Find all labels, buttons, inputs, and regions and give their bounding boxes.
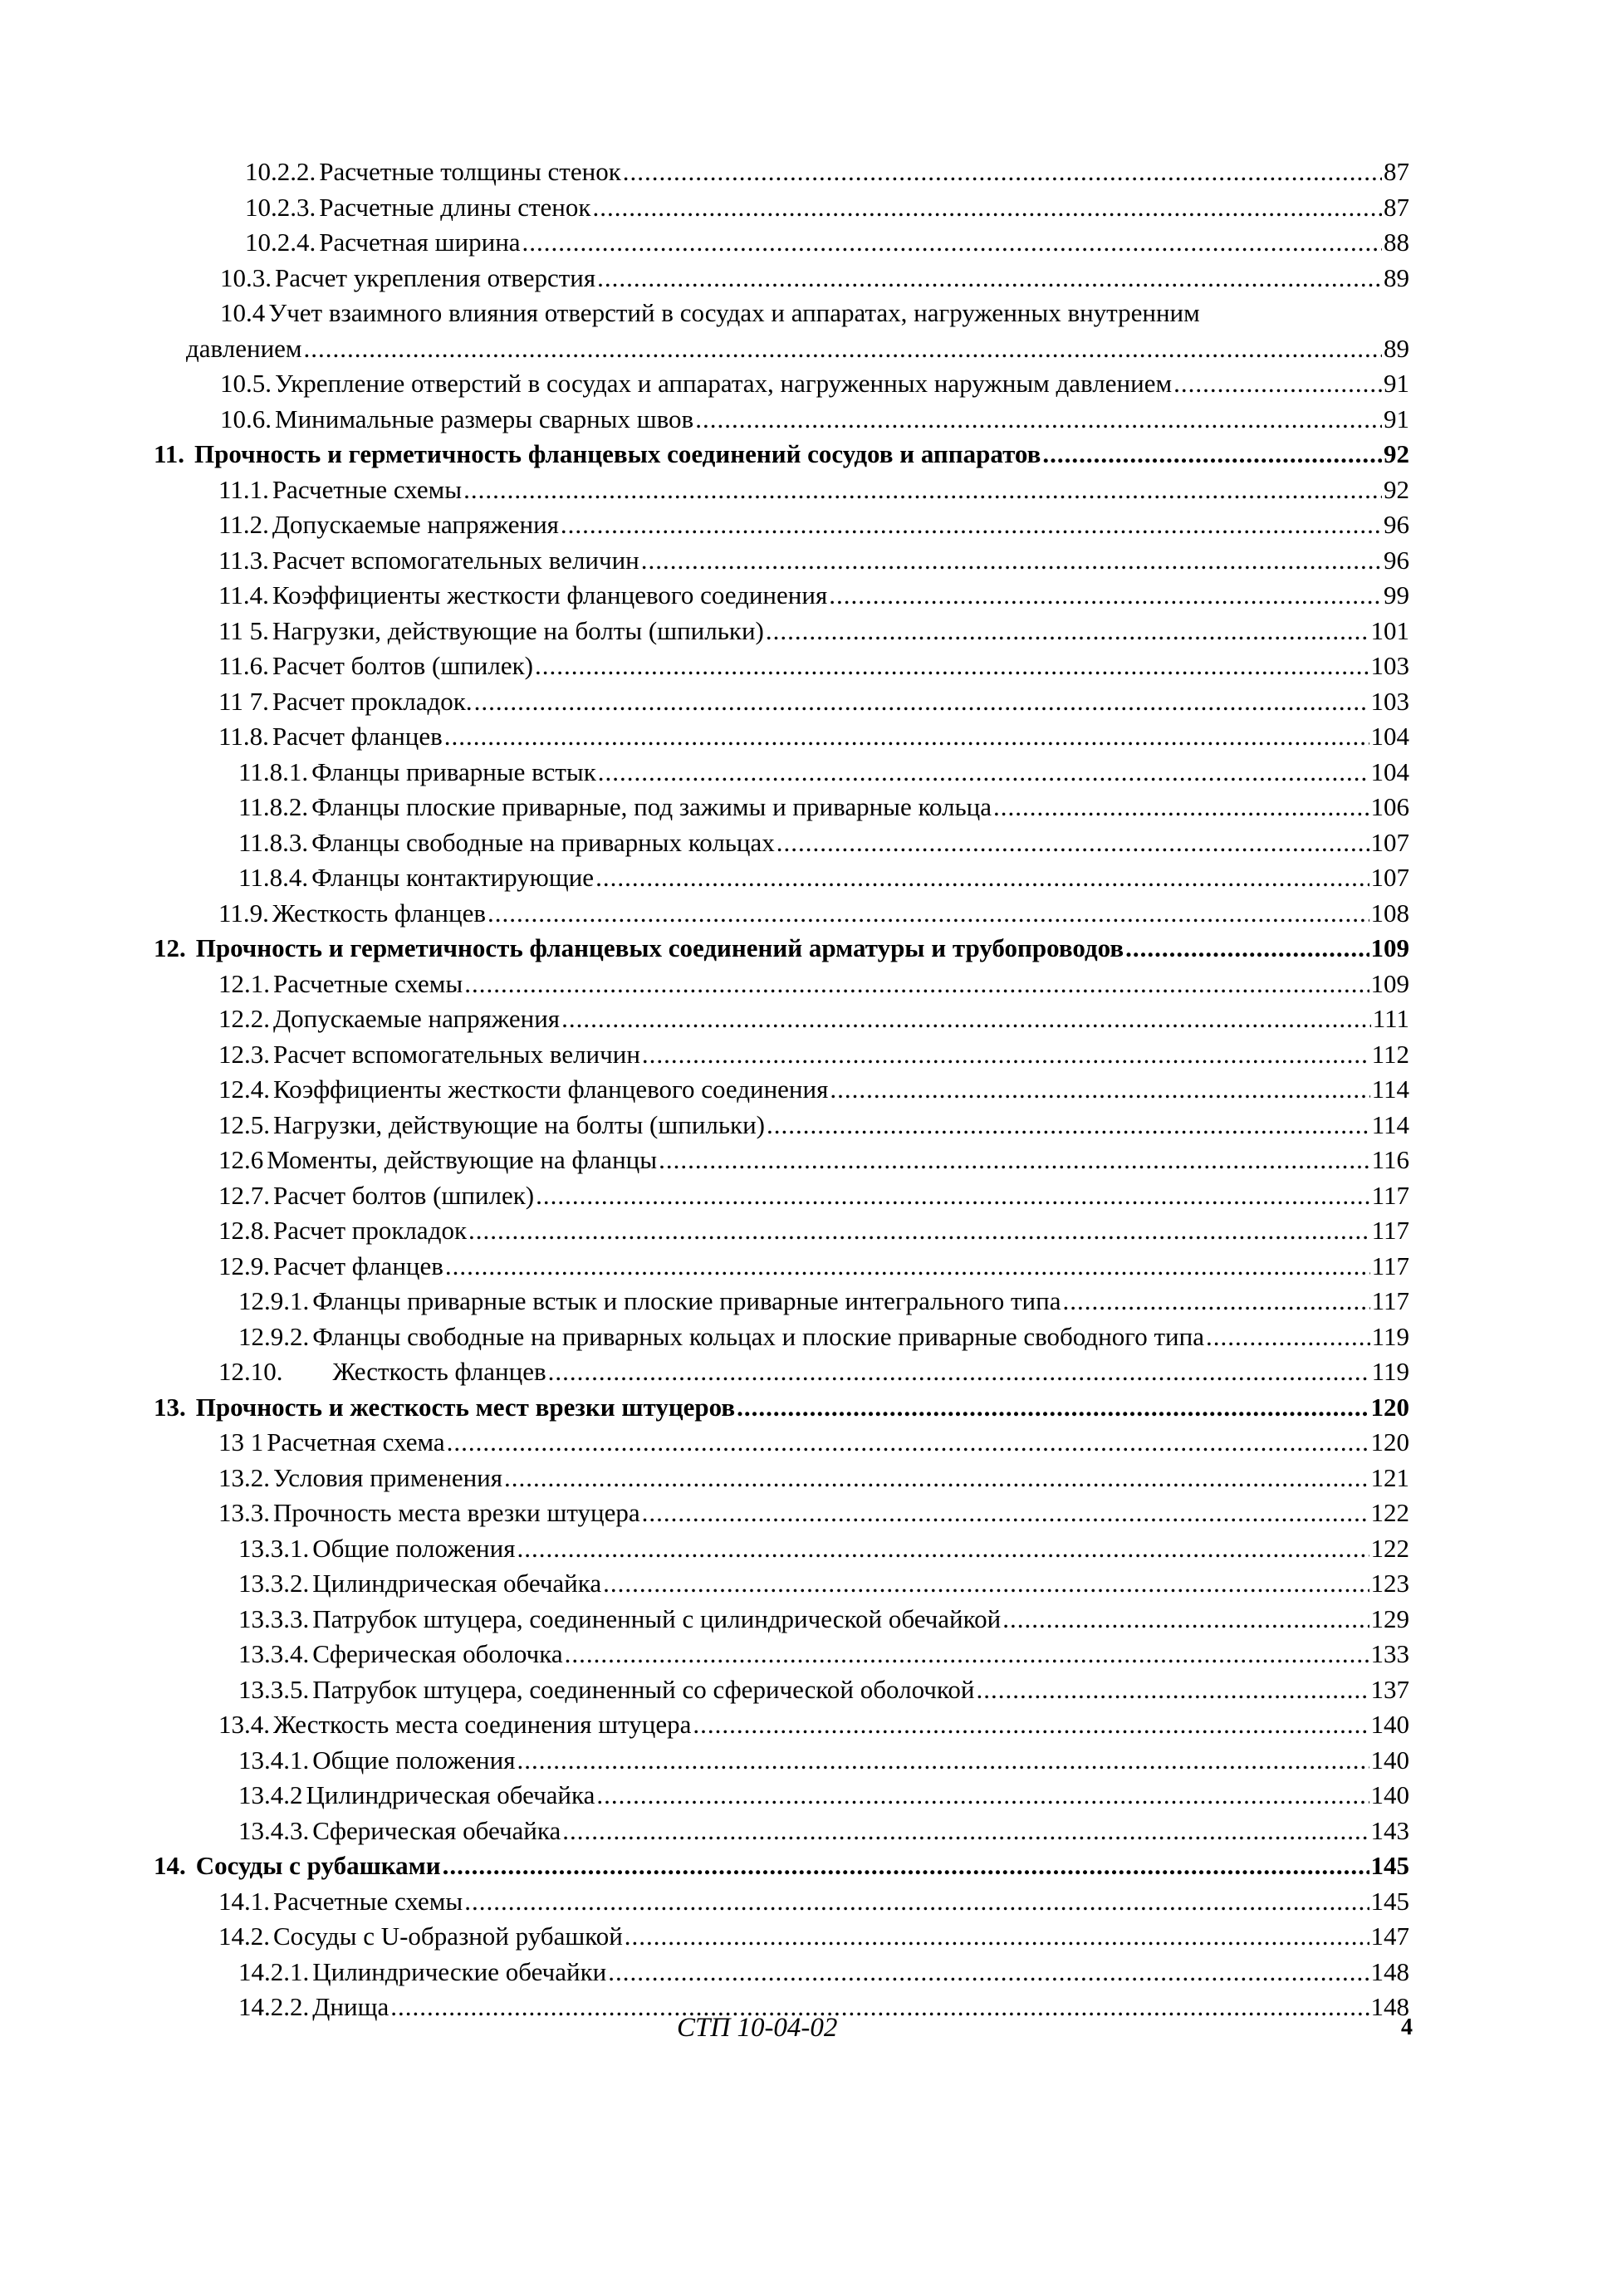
toc-title: Жесткость фланцев	[332, 1357, 546, 1386]
toc-title: Минимальные размеры сварных швов	[275, 404, 694, 433]
toc-entry	[154, 1319, 1409, 1355]
toc-page-number: 87	[1384, 157, 1409, 186]
toc-title: Расчетные схемы	[273, 1886, 463, 1916]
dot-leader	[535, 649, 1369, 684]
toc-page-number: 96	[1384, 545, 1409, 575]
dot-leader	[463, 472, 1382, 508]
toc-page-number: 122	[1370, 1533, 1409, 1563]
toc-page-number: 122	[1370, 1498, 1409, 1527]
toc-page-number: 137	[1370, 1674, 1409, 1704]
toc-title: Днища	[312, 1992, 389, 2021]
toc-number: 11.2.	[218, 510, 269, 539]
toc-page-number: 119	[1371, 1357, 1409, 1386]
dot-leader	[1173, 366, 1382, 402]
toc-page-number: 103	[1370, 651, 1409, 680]
toc-page-number: 109	[1370, 968, 1409, 998]
toc-title: Нагрузки, действующие на болты (шпильки)	[272, 615, 764, 645]
toc-entry	[154, 684, 1409, 720]
toc-title: Расчет вспомогательных величин	[272, 545, 639, 575]
dot-leader	[1062, 1284, 1369, 1319]
toc-number: 10.4	[220, 298, 266, 327]
dot-leader	[693, 1707, 1369, 1743]
toc-title: Моменты, действующие на фланцы	[267, 1145, 658, 1174]
toc-page-number: 120	[1370, 1392, 1409, 1422]
toc-page-number: 143	[1370, 1815, 1409, 1845]
toc-page-number: 89	[1384, 333, 1409, 363]
toc-title: Условия применения	[273, 1462, 503, 1492]
toc-page-number: 147	[1370, 1921, 1409, 1951]
dot-leader	[737, 1390, 1369, 1426]
toc-number: 11.6.	[218, 651, 269, 680]
toc-entry	[154, 1037, 1409, 1073]
toc-title: Коэффициенты жесткости фланцевого соединения	[272, 580, 828, 609]
dot-leader	[976, 1672, 1369, 1708]
toc-title: Жесткость места соединения штуцера	[273, 1710, 692, 1739]
dot-leader	[608, 1955, 1369, 1990]
dot-leader	[561, 1001, 1371, 1037]
table-of-contents	[154, 154, 1409, 2025]
toc-entry	[154, 1566, 1409, 1602]
toc-page-number: 133	[1370, 1639, 1409, 1668]
dot-leader	[1125, 931, 1369, 967]
toc-entry	[154, 1955, 1409, 1990]
toc-number: 11.8.2.	[238, 792, 309, 821]
toc-number: 12.5.	[218, 1109, 270, 1139]
dot-leader	[562, 1814, 1369, 1849]
toc-entry	[154, 472, 1409, 508]
toc-page-number: 120	[1370, 1427, 1409, 1456]
toc-title: Цилиндрическая обечайка	[312, 1569, 602, 1598]
toc-page-number: 121	[1370, 1462, 1409, 1492]
toc-number: 13.4.2	[238, 1780, 303, 1809]
toc-number: 11 7.	[218, 686, 269, 716]
toc-title: Расчет вспомогательных величин	[273, 1039, 640, 1069]
toc-page-number: 117	[1371, 1286, 1409, 1315]
dot-leader	[595, 860, 1369, 896]
toc-title: Расчетные толщины стенок	[319, 157, 621, 186]
dot-leader	[642, 1037, 1370, 1073]
toc-entry	[154, 1743, 1409, 1779]
toc-entry	[154, 1814, 1409, 1849]
toc-page-number: 91	[1384, 369, 1409, 398]
toc-title: Сосуды с U-образной рубашкой	[273, 1921, 623, 1951]
toc-entry	[154, 790, 1409, 825]
toc-entry	[154, 402, 1409, 438]
toc-number: 11.3.	[218, 545, 269, 575]
toc-entry	[154, 860, 1409, 896]
toc-number: 11.	[154, 439, 185, 468]
toc-page-number: 119	[1371, 1321, 1409, 1351]
toc-page-number: 96	[1384, 510, 1409, 539]
dot-leader	[504, 1461, 1369, 1496]
toc-page-number: 148	[1370, 1992, 1409, 2021]
toc-entry	[154, 1425, 1409, 1461]
toc-title: Фланцы контактирующие	[311, 863, 595, 892]
toc-title: Прочность места врезки штуцера	[273, 1498, 640, 1527]
toc-page-number: 99	[1384, 580, 1409, 609]
toc-number: 12.10.	[218, 1357, 283, 1386]
toc-title: Расчетные схемы	[272, 474, 463, 504]
dot-leader	[598, 755, 1369, 791]
dot-leader	[1206, 1319, 1370, 1355]
toc-page-number: 140	[1370, 1780, 1409, 1809]
toc-title: Фланцы свободные на приварных кольцах	[311, 827, 775, 857]
toc-title: Прочность и герметичность фланцевых соединений сосудов и аппаратов	[194, 439, 1041, 468]
toc-page-number: 114	[1371, 1075, 1409, 1104]
toc-entry	[154, 507, 1409, 543]
toc-title: Цилиндрическая обечайка	[306, 1780, 595, 1809]
toc-page-number: 89	[1384, 262, 1409, 292]
toc-title: Прочность и герметичность фланцевых соединений арматуры и трубопроводов	[195, 933, 1124, 962]
toc-number: 14.	[154, 1851, 186, 1880]
toc-entry	[154, 1496, 1409, 1531]
toc-entry	[154, 296, 1409, 331]
toc-number: 14.1.	[218, 1886, 270, 1916]
dot-leader	[487, 896, 1369, 932]
toc-entry	[154, 190, 1409, 226]
toc-title: Расчет болтов (шпилек)	[273, 1180, 535, 1210]
toc-number: 11.1.	[218, 474, 269, 504]
toc-entry	[154, 1249, 1409, 1285]
toc-entry	[154, 755, 1409, 791]
toc-number: 13.	[154, 1392, 186, 1422]
dot-leader	[443, 1848, 1369, 1884]
toc-number: 11.9.	[218, 898, 269, 928]
toc-page-number: 117	[1371, 1180, 1409, 1210]
toc-entry	[154, 649, 1409, 684]
toc-number: 11.8.	[218, 722, 269, 751]
toc-entry	[154, 1602, 1409, 1638]
toc-page-number: 104	[1370, 722, 1409, 751]
toc-number: 13.3.4.	[238, 1639, 310, 1668]
toc-number: 13.3.1.	[238, 1533, 310, 1563]
toc-title: Расчет прокладок.	[272, 686, 473, 716]
toc-entry	[154, 578, 1409, 614]
toc-number: 10.2.3.	[245, 192, 316, 222]
toc-title: давлением	[186, 333, 302, 363]
toc-title: Общие положения	[312, 1533, 516, 1563]
dot-leader	[517, 1743, 1369, 1779]
toc-number: 14.2.1.	[238, 1956, 310, 1986]
toc-number: 13.2.	[218, 1462, 270, 1492]
toc-entry	[154, 331, 1409, 367]
toc-page-number: 88	[1384, 228, 1409, 257]
dot-leader	[474, 684, 1369, 720]
toc-entry	[154, 1919, 1409, 1955]
toc-page-number: 117	[1371, 1216, 1409, 1245]
toc-number: 11 5.	[218, 615, 269, 645]
toc-number: 13.4.	[218, 1710, 270, 1739]
toc-entry	[154, 1672, 1409, 1708]
toc-number: 13.4.3.	[238, 1815, 310, 1845]
toc-page-number: 148	[1370, 1956, 1409, 1986]
toc-title: Учет взаимного влияния отверстий в сосудах и аппаратах, нагруженных внутренним	[268, 298, 1200, 327]
toc-entry	[154, 261, 1409, 296]
toc-entry	[154, 825, 1409, 861]
page-number: 4	[1401, 2015, 1413, 2040]
toc-page-number: 129	[1370, 1603, 1409, 1633]
toc-title: Укрепление отверстий в сосудах и аппаратах, нагруженных наружным давлением	[275, 369, 1173, 398]
toc-title: Коэффициенты жесткости фланцевого соединения	[273, 1075, 829, 1104]
dot-leader	[625, 1919, 1369, 1955]
dot-leader	[603, 1566, 1369, 1602]
dot-leader	[517, 1531, 1369, 1567]
dot-leader	[565, 1637, 1369, 1672]
toc-title: Патрубок штуцера, соединенный со сферической оболочкой	[312, 1674, 975, 1704]
dot-leader	[468, 1213, 1370, 1249]
toc-entry	[154, 1108, 1409, 1143]
toc-page-number: 123	[1370, 1569, 1409, 1598]
toc-number: 12.2.	[218, 1004, 270, 1033]
toc-entry	[154, 1848, 1409, 1884]
dot-leader	[623, 154, 1382, 190]
toc-entry	[154, 1884, 1409, 1920]
toc-entry	[154, 719, 1409, 755]
toc-entry	[154, 366, 1409, 402]
toc-page-number: 114	[1371, 1109, 1409, 1139]
toc-number: 11.8.1.	[238, 756, 309, 786]
toc-page-number: 92	[1384, 439, 1409, 468]
toc-entry	[154, 931, 1409, 967]
toc-number: 13.3.5.	[238, 1674, 310, 1704]
dot-leader	[464, 967, 1369, 1002]
toc-title: Фланцы приварные встык	[311, 756, 596, 786]
toc-entry	[154, 1072, 1409, 1108]
toc-title: Расчет болтов (шпилек)	[272, 651, 533, 680]
toc-title: Сферическая обечайка	[312, 1815, 561, 1845]
toc-number: 14.2.	[218, 1921, 270, 1951]
dot-leader	[830, 1072, 1369, 1108]
toc-title: Расчет укрепления отверстия	[275, 262, 596, 292]
toc-title: Прочность и жесткость мест врезки штуцеров	[195, 1392, 736, 1422]
toc-number: 12.	[154, 933, 186, 962]
toc-page-number: 117	[1371, 1251, 1409, 1280]
toc-entry	[154, 437, 1409, 472]
toc-number: 12.1.	[218, 968, 270, 998]
toc-number: 12.9.	[218, 1251, 270, 1280]
toc-number: 11.4.	[218, 580, 269, 609]
toc-entry	[154, 1461, 1409, 1496]
toc-title: Допускаемые напряжения	[273, 1004, 561, 1033]
toc-page-number: 140	[1370, 1745, 1409, 1775]
toc-page-number: 106	[1370, 792, 1409, 821]
toc-entry	[154, 1707, 1409, 1743]
toc-title: Расчетная ширина	[319, 228, 521, 257]
toc-title: Патрубок штуцера, соединенный с цилиндрической обечайкой	[312, 1603, 1002, 1633]
toc-entry	[154, 1213, 1409, 1249]
toc-page-number: 104	[1370, 756, 1409, 786]
toc-title: Цилиндрические обечайки	[312, 1956, 607, 1986]
toc-title: Допускаемые напряжения	[272, 510, 559, 539]
toc-title: Сферическая оболочка	[312, 1639, 563, 1668]
toc-page-number: 103	[1370, 686, 1409, 716]
toc-entry	[154, 1390, 1409, 1426]
dot-leader	[390, 1990, 1369, 2025]
dot-leader	[596, 1778, 1369, 1814]
toc-page-number: 109	[1370, 933, 1409, 962]
toc-entry	[154, 1001, 1409, 1037]
toc-entry	[154, 1778, 1409, 1814]
toc-page-number: 107	[1370, 863, 1409, 892]
toc-entry	[154, 614, 1409, 649]
toc-title: Фланцы плоские приварные, под зажимы и приварные кольца	[311, 792, 992, 821]
toc-title: Расчетные длины стенок	[319, 192, 591, 222]
dot-leader	[829, 578, 1382, 614]
dot-leader	[447, 1425, 1369, 1461]
toc-page-number: 91	[1384, 404, 1409, 433]
toc-number: 13.3.3.	[238, 1603, 310, 1633]
dot-leader	[592, 190, 1382, 226]
toc-number: 10.6.	[220, 404, 272, 433]
toc-number: 13.4.1.	[238, 1745, 310, 1775]
toc-page-number: 101	[1370, 615, 1409, 645]
toc-entry	[154, 1143, 1409, 1178]
dot-leader	[641, 543, 1382, 579]
dot-leader	[445, 1249, 1370, 1285]
toc-title: Расчет прокладок	[273, 1216, 467, 1245]
toc-page-number: 112	[1371, 1039, 1409, 1069]
toc-number: 13.3.	[218, 1498, 270, 1527]
dot-leader	[561, 507, 1382, 543]
toc-title: Жесткость фланцев	[272, 898, 486, 928]
toc-number: 12.4.	[218, 1075, 270, 1104]
toc-number: 11.8.3.	[238, 827, 309, 857]
toc-number: 12.6	[218, 1145, 264, 1174]
toc-page-number: 107	[1370, 827, 1409, 857]
dot-leader	[777, 825, 1369, 861]
toc-number: 13.3.2.	[238, 1569, 310, 1598]
dot-leader	[597, 261, 1382, 296]
toc-page-number: 140	[1370, 1710, 1409, 1739]
toc-page-number: 87	[1384, 192, 1409, 222]
toc-title: Нагрузки, действующие на болты (шпильки)	[273, 1109, 765, 1139]
toc-page-number: 92	[1384, 474, 1409, 504]
toc-number: 11.8.4.	[238, 863, 309, 892]
toc-number: 12.9.2.	[238, 1321, 310, 1351]
dot-leader	[536, 1178, 1370, 1214]
dot-leader	[522, 225, 1382, 261]
toc-title: Фланцы приварные встык и плоские приварные интегрального типа	[312, 1286, 1061, 1315]
dot-leader	[767, 1108, 1370, 1143]
document-code: СТП 10-04-02	[677, 2013, 838, 2043]
toc-title: Сосуды с рубашками	[195, 1851, 441, 1880]
toc-number: 14.2.2.	[238, 1992, 310, 2021]
toc-page-number: 111	[1372, 1004, 1409, 1033]
dot-leader	[444, 719, 1369, 755]
toc-number: 10.5.	[220, 369, 272, 398]
toc-entry	[154, 896, 1409, 932]
toc-title: Фланцы свободные на приварных кольцах и плоские приварные свободного типа	[312, 1321, 1204, 1351]
dot-leader	[1042, 437, 1382, 472]
toc-entry	[154, 154, 1409, 190]
toc-page-number: 145	[1370, 1851, 1409, 1880]
dot-leader	[766, 614, 1369, 649]
toc-title: Расчетные схемы	[273, 968, 463, 998]
toc-entry	[154, 225, 1409, 261]
toc-page-number: 116	[1371, 1145, 1409, 1174]
toc-number: 10.2.4.	[245, 228, 316, 257]
dot-leader	[1002, 1602, 1369, 1638]
toc-entry	[154, 1637, 1409, 1672]
dot-leader	[659, 1143, 1370, 1178]
toc-number: 12.8.	[218, 1216, 270, 1245]
dot-leader	[642, 1496, 1369, 1531]
toc-number: 10.3.	[220, 262, 272, 292]
toc-entry	[154, 1531, 1409, 1567]
dot-leader	[993, 790, 1369, 825]
toc-title: Расчетная схема	[267, 1427, 445, 1456]
toc-entry	[154, 543, 1409, 579]
toc-entry	[154, 1178, 1409, 1214]
dot-leader	[464, 1884, 1369, 1920]
toc-page-number: 145	[1370, 1886, 1409, 1916]
toc-page-number: 108	[1370, 898, 1409, 928]
toc-entry	[154, 1284, 1409, 1319]
toc-entry	[154, 1354, 1409, 1390]
toc-number: 10.2.2.	[245, 157, 316, 186]
toc-entry	[154, 967, 1409, 1002]
toc-title: Общие положения	[312, 1745, 516, 1775]
toc-title: Расчет фланцев	[272, 722, 443, 751]
dot-leader	[695, 402, 1382, 438]
dot-leader	[304, 331, 1382, 367]
toc-number: 13 1	[218, 1427, 264, 1456]
toc-title: Расчет фланцев	[273, 1251, 443, 1280]
dot-leader	[548, 1354, 1370, 1390]
toc-number: 12.3.	[218, 1039, 270, 1069]
toc-number: 12.9.1.	[238, 1286, 310, 1315]
toc-number: 12.7.	[218, 1180, 270, 1210]
